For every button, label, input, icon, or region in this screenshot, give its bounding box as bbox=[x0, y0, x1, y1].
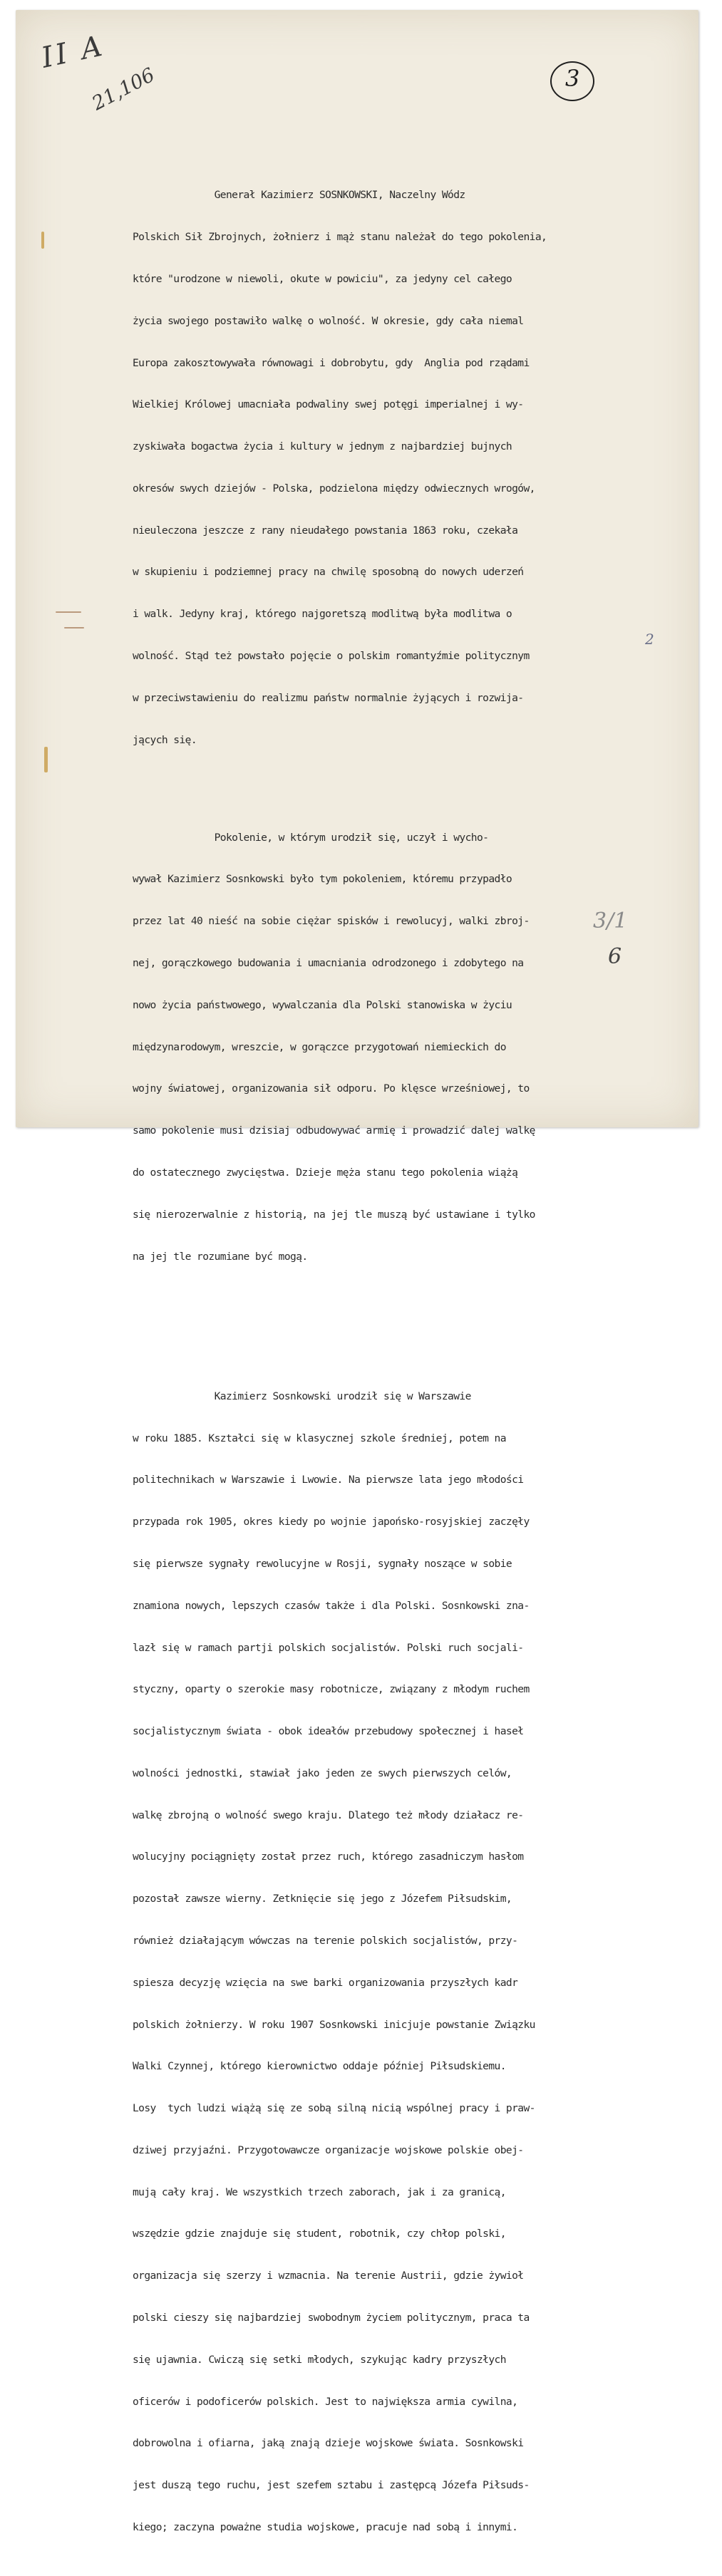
text-line: życia swojego postawiło walkę o wolność. W okresie, gdy cała niemal bbox=[133, 314, 524, 327]
text-line: Losy tych ludzi wiążą się ze sobą silną nicią wspólnej pracy i praw- bbox=[133, 2102, 535, 2115]
text-line: dziwej przyjaźni. Przygotowawcze organizacje wojskowe polskie obej- bbox=[133, 2143, 524, 2156]
archive-number-mark: 21,106 bbox=[88, 63, 159, 115]
text-line: zyskiwała bogactwa życia i kultury w jednym z najbardziej bujnych bbox=[133, 440, 512, 453]
text-line: wojny światowej, organizowania sił odporu. Po klęsce wrześniowej, to bbox=[133, 1082, 530, 1095]
text-line: Pokolenie, w którym urodził się, uczył i wycho- bbox=[133, 831, 489, 844]
archive-roman-mark: II A bbox=[38, 29, 108, 75]
text-line: wszędzie gdzie znajduje się student, robotnik, czy chłop polski, bbox=[133, 2228, 506, 2240]
text-line: kiego; zaczyna poważne studia wojskowe, pracuje nad sobą i innymi. bbox=[133, 2520, 518, 2533]
text-line: jących się. bbox=[133, 733, 197, 746]
document-body bbox=[133, 133, 624, 2576]
text-line: lazł się w ramach partji polskich socjalistów. Polski ruch socjali- bbox=[133, 1641, 524, 1654]
text-line: w roku 1885. Kształci się w klasycznej szkole średniej, potem na bbox=[133, 1432, 506, 1444]
margin-mark: 2 bbox=[645, 631, 654, 648]
text-line: przez lat 40 nieść na sobie ciężar spisków i rewolucyj, walki zbroj- bbox=[133, 915, 530, 928]
text-line: międzynarodowym, wreszcie, w gorączce przygotowań niemieckich do bbox=[133, 1040, 506, 1053]
paragraph bbox=[133, 1362, 624, 2562]
rust-stain bbox=[64, 627, 84, 629]
text-line: Polskich Sił Zbrojnych, żołnierz i mąż stanu należał do tego pokolenia, bbox=[133, 231, 547, 244]
text-line: mują cały kraj. We wszystkich trzech zaborach, jak i za granicą, bbox=[133, 2186, 506, 2198]
paragraph-gap bbox=[133, 1319, 624, 1333]
text-line: wywał Kazimierz Sosnkowski było tym pokoleniem, któremu przypadło bbox=[133, 873, 512, 886]
text-line: dobrowolna i ofiarna, jaką znają dzieje wojskowe świata. Sosnkowski bbox=[133, 2437, 524, 2450]
rust-stain bbox=[44, 747, 48, 772]
folio-mark: 3/1 bbox=[593, 909, 628, 933]
text-line: przypada rok 1905, okres kiedy po wojnie japońsko-rosyjskiej zaczęły bbox=[133, 1516, 530, 1528]
text-line: polskich żołnierzy. W roku 1907 Sosnkowski inicjuje powstanie Związku bbox=[133, 2018, 535, 2031]
text-line: które "urodzone w niewoli, okute w powiciu", za jedyny cel całego bbox=[133, 272, 512, 285]
text-line: socjalistycznym świata - obok ideałów przebudowy społecznej i haseł bbox=[133, 1725, 524, 1738]
text-line: Wielkiej Królowej umacniała podwaliny swej potęgi imperialnej i wy- bbox=[133, 398, 524, 411]
text-line: Generał Kazimierz SOSNKOWSKI, Naczelny Wódz bbox=[133, 189, 465, 202]
text-line: nej, gorączkowego budowania i umacniania odrodzonego i zdobytego na bbox=[133, 957, 524, 970]
text-line: styczny, oparty o szerokie masy robotnicze, związany z młodym ruchem bbox=[133, 1683, 530, 1696]
folio-number: 6 bbox=[608, 944, 622, 969]
text-line: również działającym wówczas na terenie polskich socjalistów, przy- bbox=[133, 1935, 518, 1947]
text-line: oficerów i podoficerów polskich. Jest to największa armia cywilna, bbox=[133, 2395, 518, 2408]
text-line: pozostał zawsze wierny. Zetknięcie się jego z Józefem Piłsudskim, bbox=[133, 1893, 512, 1905]
text-line: w skupieniu i podziemnej pracy na chwilę sposobną do nowych uderzeń bbox=[133, 566, 524, 579]
text-line: walkę zbrojną o wolność swego kraju. Dlatego też młody działacz re- bbox=[133, 1809, 524, 1821]
text-line: wolucyjny pociągnięty został przez ruch, którego zasadniczym hasłom bbox=[133, 1851, 524, 1863]
text-line: politechnikach w Warszawie i Lwowie. Na pierwsze lata jego młodości bbox=[133, 1474, 524, 1486]
text-line: polski cieszy się najbardziej swobodnym życiem politycznym, praca ta bbox=[133, 2312, 530, 2324]
text-line: organizacja się szerzy i wzmacnia. Na terenie Austrii, gdzie żywioł bbox=[133, 2270, 524, 2282]
text-line: Europa zakosztowywała równowagi i dobrobytu, gdy Anglia pod rządami bbox=[133, 356, 530, 369]
text-line: jest duszą tego ruchu, jest szefem sztabu i zastępcą Józefa Piłsuds- bbox=[133, 2479, 530, 2492]
text-line: znamiona nowych, lepszych czasów także i dla Polski. Sosnkowski zna- bbox=[133, 1599, 530, 1612]
text-line: wolność. Stąd też powstało pojęcie o polskim romantyźmie politycznym bbox=[133, 649, 530, 662]
text-line: spiesza decyzję wzięcia na swe barki organizowania przyszłych kadr bbox=[133, 1976, 518, 1989]
text-line: nieuleczona jeszcze z rany nieudałego powstania 1863 roku, czekała bbox=[133, 524, 518, 537]
text-line: się ujawnia. Cwiczą się setki młodych, szykując kadry przyszłych bbox=[133, 2353, 506, 2366]
rust-stain bbox=[41, 232, 44, 249]
text-line: w przeciwstawieniu do realizmu państw normalnie żyjących i rozwija- bbox=[133, 691, 524, 704]
text-line: i walk. Jedyny kraj, którego najgoretszą modlitwą była modlitwa o bbox=[133, 608, 512, 621]
text-line: się nierozerwalnie z historią, na jej tle muszą być ustawiane i tylko bbox=[133, 1208, 535, 1221]
text-line: okresów swych dziejów - Polska, podzielona między odwiecznych wrogów, bbox=[133, 482, 535, 495]
paragraph bbox=[133, 160, 624, 775]
text-line: wolności jednostki, stawiał jako jeden ze swych pierwszych celów, bbox=[133, 1767, 512, 1779]
text-line: nowo życia państwowego, wywalczania dla Polski stanowiska w życiu bbox=[133, 998, 512, 1011]
rust-stain bbox=[56, 611, 81, 613]
text-line: na jej tle rozumiane być mogą. bbox=[133, 1250, 308, 1263]
paragraph bbox=[133, 803, 624, 1292]
text-line: Walki Czynnej, którego kierownictwo oddaje później Piłsudskiemu. bbox=[133, 2060, 506, 2073]
page-number: 3 bbox=[565, 65, 580, 92]
text-line: się pierwsze sygnały rewolucyjne w Rosji, sygnały noszące w sobie bbox=[133, 1557, 512, 1570]
text-line: Kazimierz Sosnkowski urodził się w Warszawie bbox=[133, 1390, 471, 1402]
text-line: do ostatecznego zwycięstwa. Dzieje męża stanu tego pokolenia wiążą bbox=[133, 1166, 518, 1179]
text-line: samo pokolenie musi dzisiaj odbudowywać armię i prowadzić dalej walkę bbox=[133, 1124, 535, 1137]
